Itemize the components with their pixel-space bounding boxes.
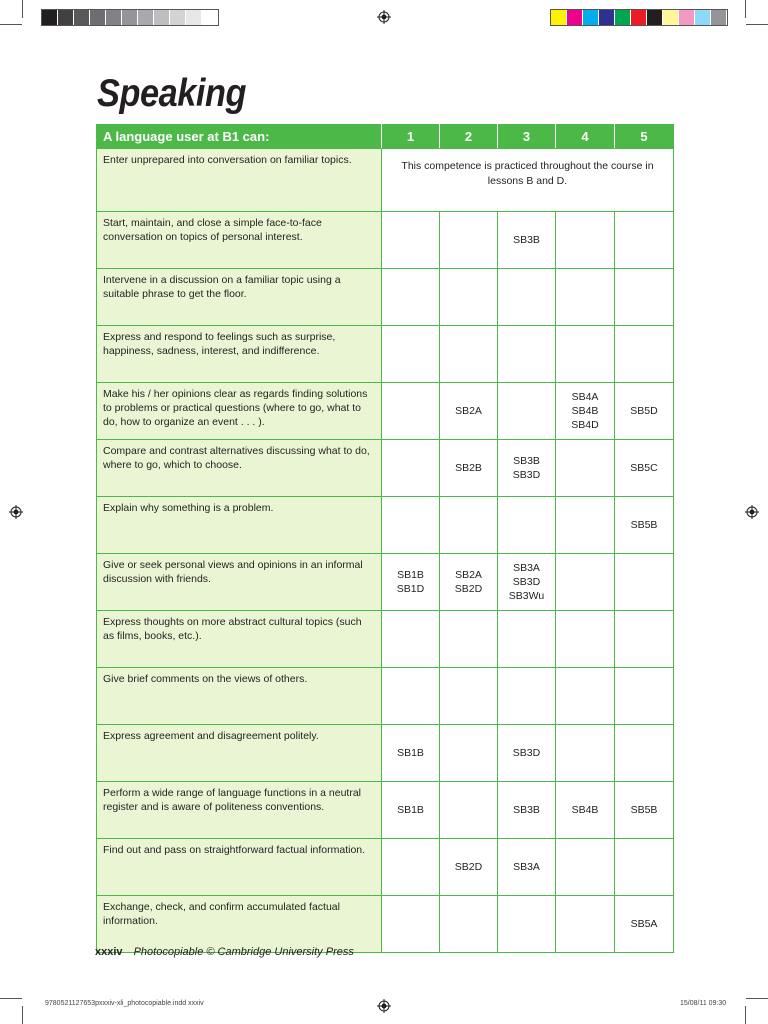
table-row: [97, 611, 674, 668]
unit-cell: [382, 383, 440, 440]
registration-mark-icon: [377, 999, 391, 1013]
registration-mark-icon: [9, 505, 23, 519]
unit-cell: [556, 440, 615, 497]
crop-mark: [0, 24, 22, 25]
table-row: [97, 212, 674, 269]
lesson-reference: SB4D: [571, 419, 599, 431]
lesson-reference: SB2A: [455, 405, 482, 417]
lesson-reference: SB2D: [454, 583, 483, 595]
unit-cell: [498, 440, 556, 497]
unit-cell: [382, 497, 440, 554]
color-swatch: [138, 10, 154, 25]
competence-description: Perform a wide range of language functions in a neutral register and is aware of politeness conventions.: [97, 782, 382, 839]
competence-description: Give brief comments on the views of others.: [97, 668, 382, 725]
table-row: [97, 440, 674, 497]
crop-mark: [22, 0, 23, 18]
course-wide-note: This competence is practiced throughout the course in lessons B and D.: [382, 149, 674, 212]
unit-cell: [498, 782, 556, 839]
unit-cell: [556, 782, 615, 839]
unit-cell: [498, 725, 556, 782]
unit-cell: [382, 554, 440, 611]
registration-mark-icon: [745, 505, 759, 519]
color-swatch: [551, 10, 567, 25]
lesson-reference: SB1B: [397, 804, 424, 816]
unit-cell: [556, 611, 615, 668]
lesson-reference: SB4A: [571, 391, 599, 403]
unit-cell: [498, 326, 556, 383]
competence-description: Explain why something is a problem.: [97, 497, 382, 554]
color-swatch: [711, 10, 727, 25]
lesson-reference: SB3A: [513, 562, 540, 574]
lesson-reference: SB3A: [513, 861, 540, 873]
unit-cell: [440, 782, 498, 839]
unit-cell: [382, 839, 440, 896]
grayscale-calibration-bar: [41, 9, 219, 26]
unit-cell: [382, 896, 440, 953]
lesson-reference: SB3D: [512, 747, 541, 759]
lesson-reference: SB3B: [513, 455, 540, 467]
color-swatch: [631, 10, 647, 25]
page-number: xxxiv: [95, 946, 123, 958]
unit-cell: [440, 269, 498, 326]
table-row: [97, 497, 674, 554]
unit-cell: [556, 839, 615, 896]
table-row: [97, 383, 674, 440]
unit-cell: [440, 611, 498, 668]
lesson-reference: SB3B: [513, 234, 540, 246]
unit-cell: [382, 326, 440, 383]
color-swatch: [154, 10, 170, 25]
competence-description: Express and respond to feelings such as surprise, happiness, sadness, interest, and indifference.: [97, 326, 382, 383]
lesson-reference: SB2D: [454, 861, 483, 873]
competence-table: [96, 124, 674, 953]
lesson-reference: SB4B: [571, 804, 599, 816]
table-row: [97, 782, 674, 839]
color-swatch: [202, 10, 218, 25]
unit-cell: [556, 383, 615, 440]
unit-cell: [498, 497, 556, 554]
unit-cell: [615, 896, 674, 953]
unit-cell: [615, 212, 674, 269]
lesson-reference: SB3Wu: [508, 590, 545, 602]
unit-cell: [498, 383, 556, 440]
unit-cell: [382, 782, 440, 839]
unit-cell: [440, 554, 498, 611]
unit-cell: [556, 497, 615, 554]
unit-cell: [615, 269, 674, 326]
unit-cell: [498, 668, 556, 725]
color-swatch: [106, 10, 122, 25]
unit-cell: [382, 269, 440, 326]
unit-cell: [615, 611, 674, 668]
unit-cell: [556, 326, 615, 383]
color-swatch: [663, 10, 679, 25]
color-swatch: [647, 10, 663, 25]
unit-cell: [615, 839, 674, 896]
unit-cell: [498, 611, 556, 668]
competence-description: Give or seek personal views and opinions in an informal discussion with friends.: [97, 554, 382, 611]
table-row: [97, 269, 674, 326]
unit-cell: [382, 212, 440, 269]
unit-cell: [615, 326, 674, 383]
unit-cell: [498, 839, 556, 896]
lesson-reference: SB1B: [397, 747, 424, 759]
color-swatch: [583, 10, 599, 25]
unit-cell: [382, 440, 440, 497]
unit-cell: [615, 782, 674, 839]
unit-cell: [556, 269, 615, 326]
lesson-reference: SB1D: [396, 583, 425, 595]
unit-cell: [440, 326, 498, 383]
column-header-unit: 5: [615, 125, 674, 149]
color-swatch: [567, 10, 583, 25]
column-header-unit: 2: [440, 125, 498, 149]
unit-cell: [556, 725, 615, 782]
competence-description: Intervene in a discussion on a familiar topic using a suitable phrase to get the floor.: [97, 269, 382, 326]
table-row: [97, 326, 674, 383]
crop-mark: [0, 998, 22, 999]
unit-cell: [556, 896, 615, 953]
lesson-reference: SB3D: [512, 576, 541, 588]
column-header-unit: 1: [382, 125, 440, 149]
unit-cell: [440, 725, 498, 782]
color-swatch: [58, 10, 74, 25]
lesson-reference: SB2A: [455, 569, 482, 581]
color-swatch: [74, 10, 90, 25]
lesson-reference: SB5A: [630, 918, 658, 930]
table-row: [97, 839, 674, 896]
lesson-reference: SB5B: [630, 804, 658, 816]
unit-cell: [440, 896, 498, 953]
color-swatch: [679, 10, 695, 25]
color-swatch: [42, 10, 58, 25]
lesson-reference: SB5D: [630, 405, 658, 417]
competence-description: Start, maintain, and close a simple face-to-face conversation on topics of personal interest.: [97, 212, 382, 269]
unit-cell: [615, 668, 674, 725]
unit-cell: [615, 554, 674, 611]
crop-mark: [746, 998, 768, 999]
color-swatch: [615, 10, 631, 25]
unit-cell: [498, 212, 556, 269]
competence-description: Express thoughts on more abstract cultural topics (such as films, books, etc.).: [97, 611, 382, 668]
competence-description: Exchange, check, and confirm accumulated factual information.: [97, 896, 382, 953]
lesson-reference: SB5B: [630, 519, 658, 531]
color-swatch: [695, 10, 711, 25]
crop-mark: [745, 0, 746, 18]
lesson-reference: SB2B: [455, 462, 482, 474]
table-header-row: [97, 125, 674, 149]
lesson-reference: SB3D: [512, 469, 541, 481]
slug-file-info: 9780521127653pxxxiv-xli_photocopiable.indd xxxiv: [45, 1000, 204, 1007]
unit-cell: [440, 839, 498, 896]
unit-cell: [556, 554, 615, 611]
unit-cell: [615, 440, 674, 497]
column-header-unit: 4: [556, 125, 615, 149]
table-row: [97, 725, 674, 782]
crop-mark: [746, 24, 768, 25]
color-swatch: [599, 10, 615, 25]
unit-cell: [615, 383, 674, 440]
color-calibration-bar: [550, 9, 728, 26]
lesson-reference: SB1B: [397, 569, 424, 581]
competence-description: Make his / her opinions clear as regards finding solutions to problems or practical questions (where to go, what to do, how to organize an event . . . ).: [97, 383, 382, 440]
competence-description: Express agreement and disagreement politely.: [97, 725, 382, 782]
unit-cell: [615, 497, 674, 554]
column-header-unit: 3: [498, 125, 556, 149]
table-row: [97, 554, 674, 611]
lesson-reference: SB5C: [630, 462, 658, 474]
crop-mark: [22, 1006, 23, 1024]
color-swatch: [122, 10, 138, 25]
unit-cell: [440, 383, 498, 440]
column-header-competence: A language user at B1 can:: [97, 125, 382, 149]
unit-cell: [440, 440, 498, 497]
page-title: Speaking: [97, 72, 247, 115]
crop-mark: [745, 1006, 746, 1024]
color-swatch: [186, 10, 202, 25]
unit-cell: [440, 212, 498, 269]
unit-cell: [382, 668, 440, 725]
unit-cell: [382, 725, 440, 782]
unit-cell: [440, 668, 498, 725]
table-row: [97, 149, 674, 212]
table-row: [97, 896, 674, 953]
unit-cell: [382, 611, 440, 668]
unit-cell: [440, 497, 498, 554]
unit-cell: [498, 896, 556, 953]
slug-date-info: 15/08/11 09:30: [680, 1000, 727, 1007]
color-swatch: [170, 10, 186, 25]
page-footer: [95, 946, 354, 958]
unit-cell: [498, 269, 556, 326]
color-swatch: [90, 10, 106, 25]
unit-cell: [615, 725, 674, 782]
competence-description: Compare and contrast alternatives discussing what to do, where to go, which to choose.: [97, 440, 382, 497]
table-row: [97, 668, 674, 725]
lesson-reference: SB4B: [571, 405, 599, 417]
competence-description: Enter unprepared into conversation on familiar topics.: [97, 149, 382, 212]
lesson-reference: SB3B: [513, 804, 540, 816]
competence-description: Find out and pass on straightforward factual information.: [97, 839, 382, 896]
registration-mark-icon: [377, 10, 391, 24]
copyright-notice: Photocopiable © Cambridge University Press: [133, 946, 354, 958]
unit-cell: [498, 554, 556, 611]
unit-cell: [556, 668, 615, 725]
unit-cell: [556, 212, 615, 269]
